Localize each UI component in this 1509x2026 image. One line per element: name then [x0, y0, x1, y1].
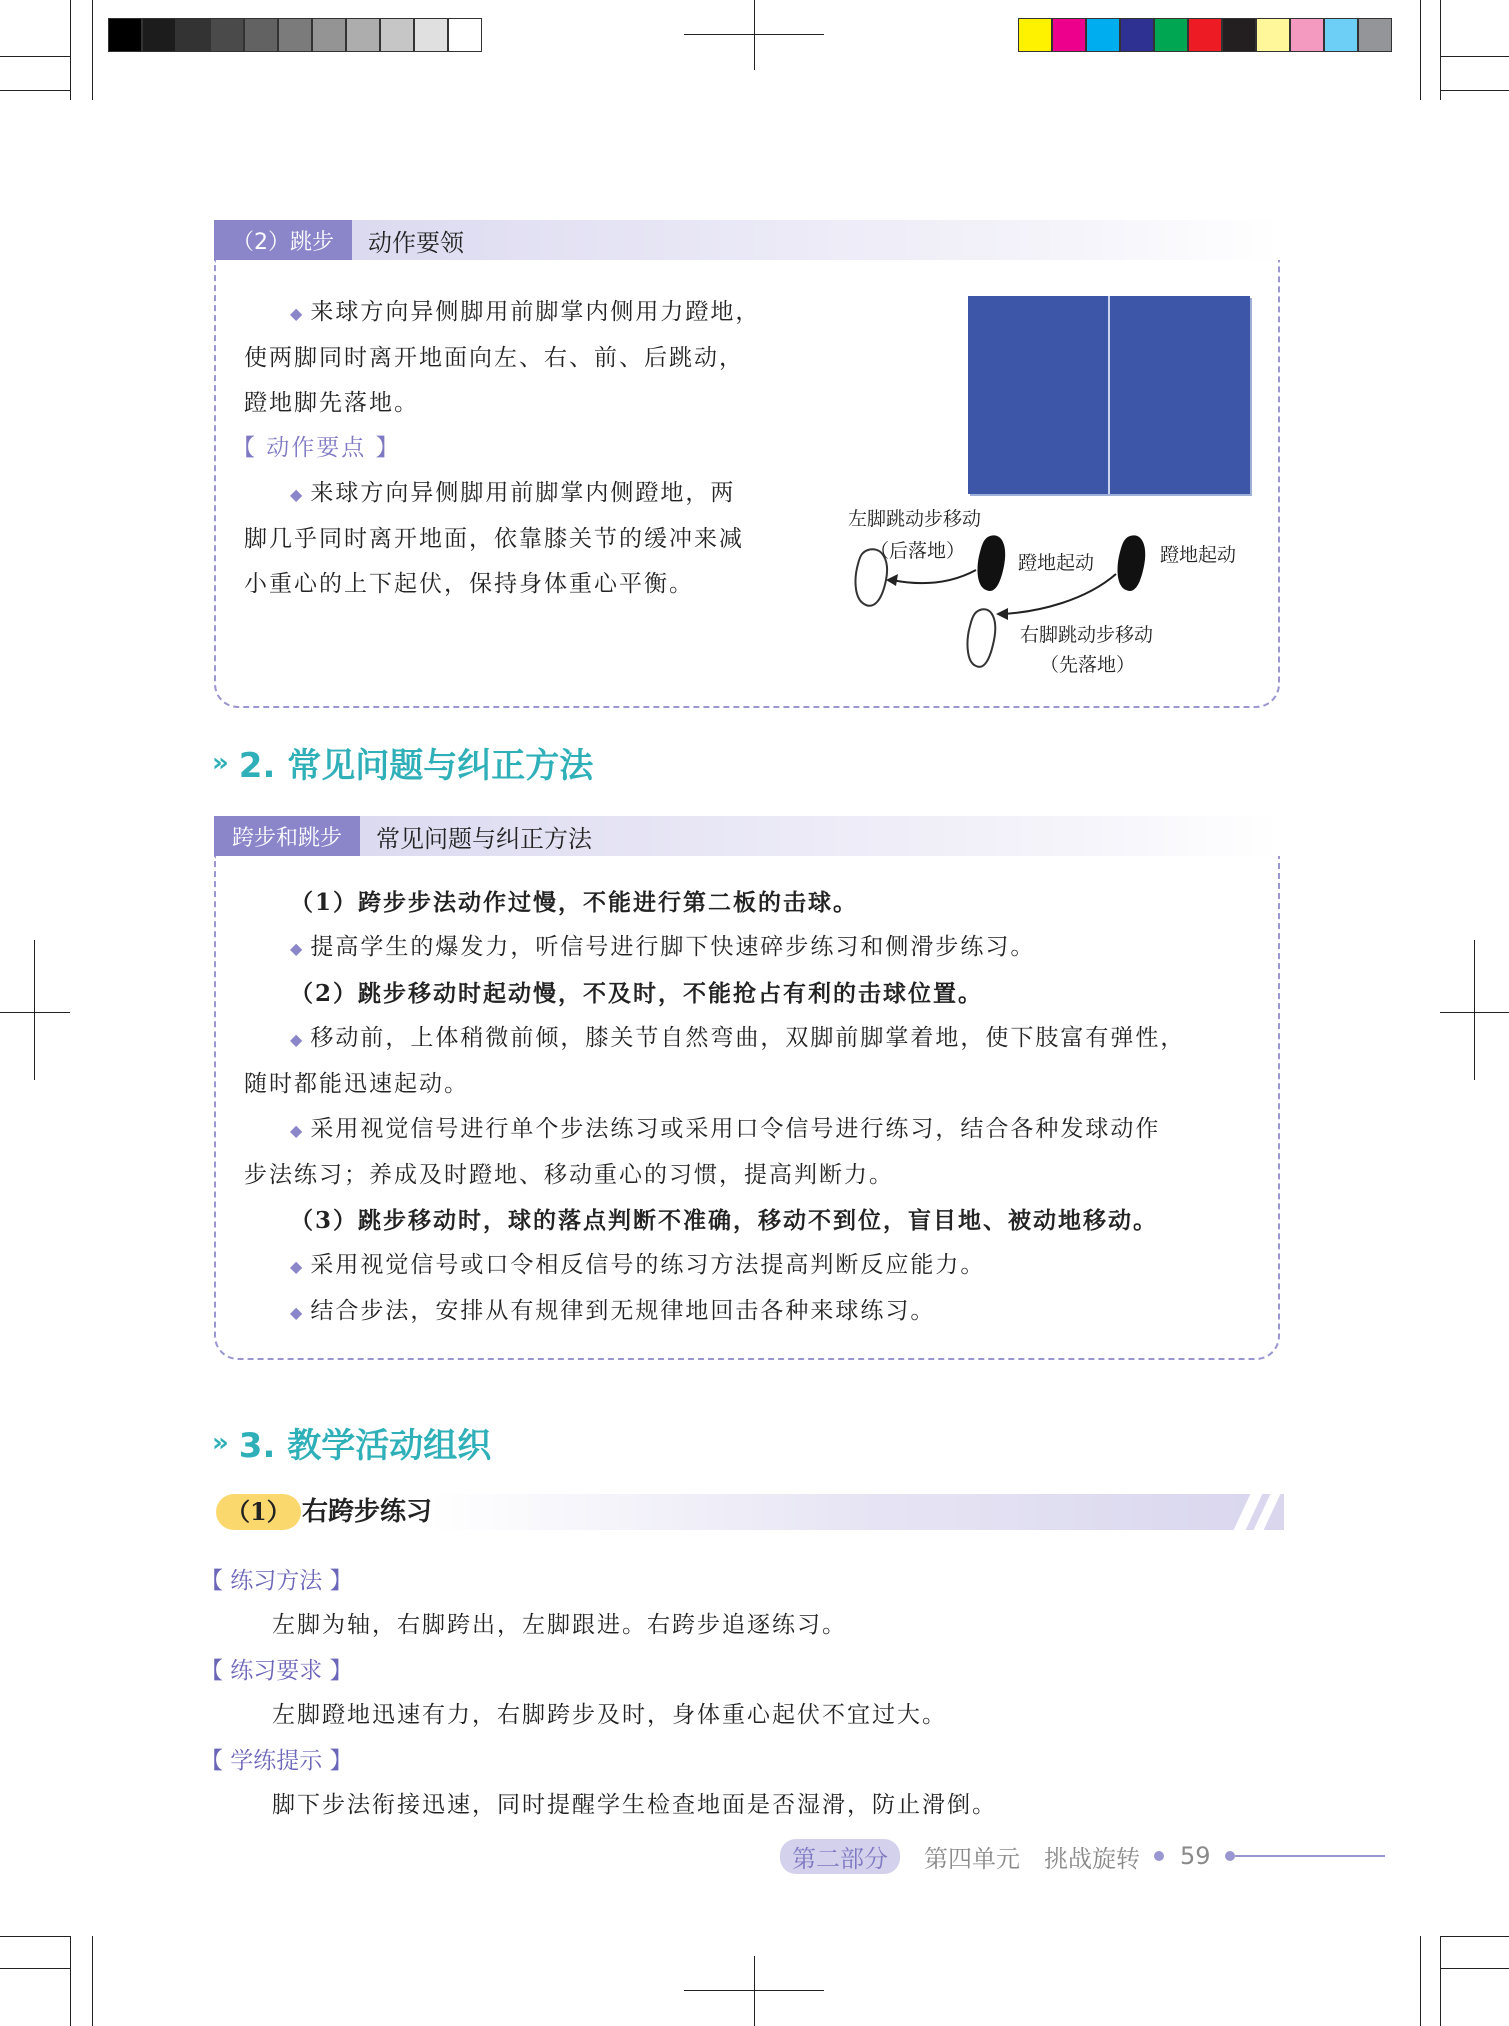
crop-mark	[34, 940, 35, 1080]
solution-line: 随时都能迅速起动。	[244, 1071, 469, 1097]
gray-calibration-bar	[108, 18, 482, 52]
crop-mark	[1440, 0, 1441, 100]
problem-heading: （3）跳步移动时，球的落点判断不准确，移动不到位，盲目地、被动地移动。	[290, 1207, 1159, 1234]
color-swatch	[1188, 18, 1222, 52]
color-calibration-bar	[1018, 18, 1392, 52]
diamond-icon: ◆	[290, 939, 305, 958]
crop-mark	[1440, 90, 1509, 91]
arrowhead-icon	[996, 608, 1008, 620]
crop-mark	[1440, 1936, 1509, 1937]
footer-part: 第二部分	[780, 1839, 900, 1874]
black-footprint-icon	[978, 535, 1006, 591]
section2-heading	[212, 738, 593, 787]
push-start-label: 蹬地起动	[1160, 544, 1237, 566]
crop-mark	[1420, 0, 1421, 100]
color-swatch	[1086, 18, 1120, 52]
table-center-line	[1108, 296, 1110, 494]
tip-text: 脚下步法衔接迅速，同时提醒学生检查地面是否湿滑，防止滑倒。	[272, 1792, 997, 1818]
jump-step-text	[232, 290, 824, 607]
page-number: 59	[1180, 1842, 1211, 1870]
method-label: 【 练习方法 】	[200, 1568, 353, 1594]
color-swatch	[1120, 18, 1154, 52]
crop-mark	[0, 1968, 70, 1969]
diamond-icon: ◆	[290, 1303, 305, 1322]
para1-line: 使两脚同时离开地面向左、右、前、后跳动，	[244, 345, 744, 371]
problems-list	[244, 880, 1264, 1335]
footer-dot-icon	[1225, 1851, 1235, 1861]
tip-label: 【 学练提示 】	[200, 1748, 353, 1774]
footer-dot-icon	[1154, 1851, 1164, 1861]
method-text: 左脚为轴，右脚跨出，左脚跟进。右跨步追逐练习。	[272, 1612, 847, 1638]
right-move-sub-label: （先落地）	[1040, 654, 1136, 676]
color-swatch	[1324, 18, 1358, 52]
jump-step-title: 动作要领	[352, 220, 1280, 260]
requirement-label: 【 练习要求 】	[200, 1658, 353, 1684]
color-swatch	[244, 18, 278, 52]
crop-mark	[1440, 1936, 1441, 2026]
diamond-icon: ◆	[290, 485, 305, 504]
section3-heading	[212, 1418, 491, 1467]
crop-mark	[754, 0, 755, 70]
color-swatch	[1154, 18, 1188, 52]
color-swatch	[142, 18, 176, 52]
crop-mark	[1440, 56, 1509, 57]
problems-tag: 跨步和跳步	[214, 816, 360, 856]
crop-mark	[754, 1956, 755, 2026]
left-arrow-icon	[892, 570, 976, 583]
jump-step-header	[214, 220, 1280, 260]
footer	[780, 1838, 1385, 1874]
color-swatch	[448, 18, 482, 52]
footer-line	[1235, 1855, 1385, 1857]
color-swatch	[210, 18, 244, 52]
crop-mark	[1474, 940, 1475, 1080]
diamond-icon: ◆	[290, 1257, 305, 1276]
color-swatch	[176, 18, 210, 52]
para2-line: ◆ 来球方向异侧脚用前脚掌内侧蹬地，两	[290, 480, 736, 506]
color-swatch	[278, 18, 312, 52]
diamond-icon: ◆	[290, 1030, 305, 1049]
chevron-icon: »	[212, 1427, 229, 1458]
solution-line: ◆ 采用视觉信号进行单个步法练习或采用口令信号进行练习，结合各种发球动作	[290, 1116, 1161, 1142]
black-footprint-icon	[1118, 535, 1146, 591]
arrowhead-icon	[886, 574, 898, 586]
left-move-label: 左脚跳动步移动	[848, 508, 982, 530]
crop-mark	[1440, 1012, 1509, 1013]
color-swatch	[414, 18, 448, 52]
practice-number-badge: （1）	[216, 1494, 301, 1530]
practice-title: 右跨步练习	[302, 1497, 433, 1527]
problems-header	[214, 816, 1280, 856]
solution-line: ◆ 移动前，上体稍微前倾，膝关节自然弯曲，双脚前脚掌着地，使下肢富有弹性，	[290, 1025, 1186, 1051]
crop-mark	[0, 56, 70, 57]
section2-heading-text: 2. 常见问题与纠正方法	[238, 746, 594, 786]
color-swatch	[1018, 18, 1052, 52]
crop-mark	[1420, 1936, 1421, 2026]
table-tennis-table	[968, 296, 1250, 494]
footer-topic: 挑战旋转	[1044, 1844, 1140, 1873]
crop-mark	[0, 1012, 70, 1013]
color-swatch	[1052, 18, 1086, 52]
para2-line: 小重心的上下起伏，保持身体重心平衡。	[244, 571, 694, 597]
color-swatch	[1290, 18, 1324, 52]
right-move-label: 右脚跳动步移动	[1020, 624, 1154, 646]
crop-mark	[1440, 1968, 1509, 1969]
para1-line: 蹬地脚先落地。	[244, 390, 419, 416]
crop-mark	[70, 1936, 71, 2026]
color-swatch	[1358, 18, 1392, 52]
crop-mark	[0, 90, 70, 91]
crop-mark	[0, 1936, 70, 1937]
problems-title: 常见问题与纠正方法	[360, 816, 1280, 856]
solution-line: ◆ 提高学生的爆发力，听信号进行脚下快速碎步练习和侧滑步练习。	[290, 934, 1036, 960]
color-swatch	[108, 18, 142, 52]
solution-line: ◆ 采用视觉信号或口令相反信号的练习方法提高判断反应能力。	[290, 1252, 986, 1278]
crop-mark	[70, 0, 71, 100]
push-start-label: 蹬地起动	[1018, 552, 1095, 574]
footer-unit: 第四单元	[924, 1844, 1020, 1873]
solution-line: ◆ 结合步法，安排从有规律到无规律地回击各种来球练习。	[290, 1298, 936, 1324]
crop-mark	[92, 1936, 93, 2026]
diamond-icon: ◆	[290, 304, 305, 323]
para1-line: ◆ 来球方向异侧脚用前脚掌内侧用力蹬地，	[290, 299, 761, 325]
requirement-text: 左脚蹬地迅速有力，右脚跨步及时，身体重心起伏不宜过大。	[272, 1702, 947, 1728]
diamond-icon: ◆	[290, 1121, 305, 1140]
color-swatch	[1256, 18, 1290, 52]
left-move-sub-label: （后落地）	[870, 540, 966, 562]
problem-heading: （1）跨步步法动作过慢，不能进行第二板的击球。	[290, 889, 859, 916]
section3-heading-text: 3. 教学活动组织	[238, 1426, 492, 1466]
color-swatch	[312, 18, 346, 52]
right-foot-outline-icon	[968, 609, 996, 667]
color-swatch	[380, 18, 414, 52]
crop-mark	[92, 0, 93, 100]
jump-step-tag: （2）跳步	[214, 220, 352, 260]
color-swatch	[346, 18, 380, 52]
key-points-label: 【 动作要点 】	[232, 435, 401, 461]
color-swatch	[1222, 18, 1256, 52]
chevron-icon: »	[212, 747, 229, 778]
solution-line: 步法练习；养成及时蹬地、移动重心的习惯，提高判断力。	[244, 1162, 894, 1188]
problem-heading: （2）跳步移动时起动慢，不及时，不能抢占有利的击球位置。	[290, 980, 984, 1007]
para2-line: 脚几乎同时离开地面，依靠膝关节的缓冲来减	[244, 526, 744, 552]
right-arrow-icon	[1002, 574, 1116, 614]
